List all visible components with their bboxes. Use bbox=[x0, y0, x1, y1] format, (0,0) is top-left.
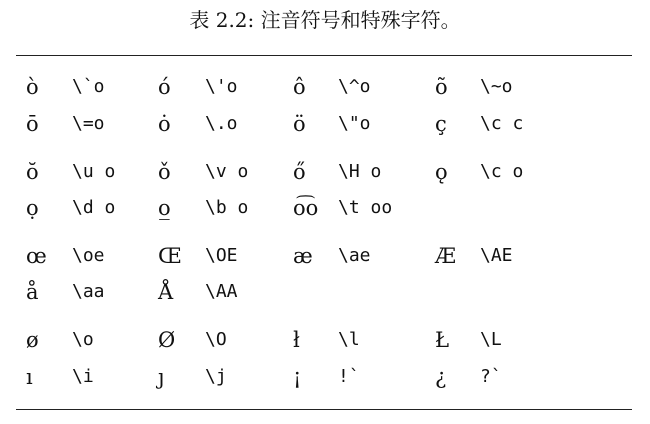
accent-glyph: ȯ bbox=[158, 112, 171, 136]
accent-glyph: o̲ bbox=[158, 196, 171, 220]
accent-glyph: ô bbox=[293, 75, 306, 99]
latex-command: \u o bbox=[72, 161, 116, 182]
latex-command: \.o bbox=[205, 113, 238, 134]
accent-glyph: œ bbox=[26, 244, 47, 268]
latex-command: \`o bbox=[72, 76, 105, 97]
accent-glyph: Æ bbox=[435, 244, 457, 268]
latex-command: \ae bbox=[338, 245, 371, 266]
latex-command: \b o bbox=[205, 197, 249, 218]
accent-glyph: ı bbox=[26, 365, 33, 389]
accent-glyph: ó bbox=[158, 75, 171, 99]
latex-command: \"o bbox=[338, 113, 371, 134]
accent-glyph: ǒ bbox=[158, 160, 171, 184]
latex-command: !` bbox=[338, 366, 360, 387]
accent-glyph: ő bbox=[293, 160, 306, 184]
accent-glyph: Å bbox=[158, 280, 174, 304]
accent-glyph: ǫ bbox=[435, 160, 448, 184]
latex-command: \OE bbox=[205, 245, 238, 266]
latex-command: \AE bbox=[480, 245, 513, 266]
accent-glyph: ¿ bbox=[435, 365, 447, 389]
latex-command: \i bbox=[72, 366, 94, 387]
latex-command: \l bbox=[338, 329, 360, 350]
accent-glyph: ō bbox=[26, 112, 39, 136]
accent-glyph: ø bbox=[26, 328, 39, 352]
top-rule bbox=[16, 55, 632, 56]
accent-glyph: Œ bbox=[158, 244, 182, 268]
latex-command: \'o bbox=[205, 76, 238, 97]
latex-command: ?` bbox=[480, 366, 502, 387]
latex-command: \j bbox=[205, 366, 227, 387]
accent-glyph: ö bbox=[293, 112, 306, 136]
latex-command: \^o bbox=[338, 76, 371, 97]
accent-glyph: æ bbox=[293, 244, 313, 268]
accent-glyph: ł bbox=[293, 328, 300, 352]
accent-glyph: Ø bbox=[158, 328, 176, 352]
accent-glyph: å bbox=[26, 280, 39, 304]
accent-glyph: õ bbox=[435, 75, 448, 99]
table-caption: 表 2.2: 注音符号和特殊字符。 bbox=[189, 8, 461, 32]
latex-command: \=o bbox=[72, 113, 105, 134]
latex-command: \t oo bbox=[338, 197, 393, 218]
accent-glyph: ọ bbox=[26, 196, 39, 220]
latex-command: \v o bbox=[205, 161, 249, 182]
latex-command: \AA bbox=[205, 281, 238, 302]
accent-glyph: ò bbox=[26, 75, 39, 99]
accent-glyph: ŏ bbox=[26, 160, 39, 184]
latex-command: \aa bbox=[72, 281, 105, 302]
latex-command: \~o bbox=[480, 76, 513, 97]
latex-command: \o bbox=[72, 329, 94, 350]
bottom-rule bbox=[16, 409, 632, 410]
latex-command: \L bbox=[480, 329, 502, 350]
latex-command: \oe bbox=[72, 245, 105, 266]
accent-glyph: ç bbox=[435, 112, 447, 136]
accent-glyph: ȷ bbox=[158, 365, 165, 389]
latex-command: \c c bbox=[480, 113, 524, 134]
latex-command: \c o bbox=[480, 161, 524, 182]
latex-command: \O bbox=[205, 329, 227, 350]
accent-glyph: ¡ bbox=[293, 365, 302, 389]
accent-glyph: Ł bbox=[435, 328, 450, 352]
latex-command: \H o bbox=[338, 161, 382, 182]
latex-command: \d o bbox=[72, 197, 116, 218]
accent-glyph: o͡o bbox=[293, 196, 319, 220]
